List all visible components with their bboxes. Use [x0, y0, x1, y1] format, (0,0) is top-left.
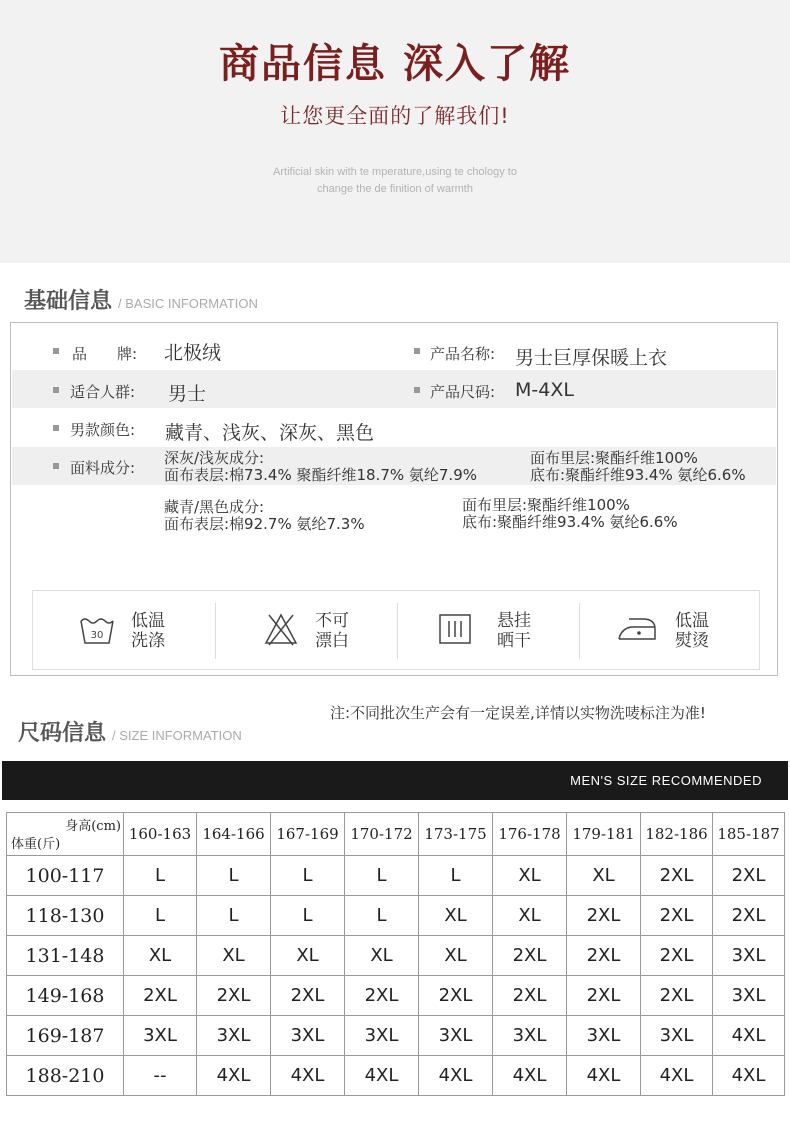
- height-header-cell: 185-187: [713, 813, 785, 856]
- size-cell: 4XL: [641, 1056, 713, 1096]
- size-cell: 3XL: [124, 1016, 197, 1056]
- size-cell: 4XL: [567, 1056, 641, 1096]
- size-cell: L: [419, 856, 493, 896]
- fabric-label: 面料成分:: [70, 459, 136, 477]
- hero-subtitle: 让您更全面的了解我们!: [280, 104, 510, 128]
- product-size-label: 产品尺码:: [430, 383, 496, 401]
- size-cell: 2XL: [641, 936, 713, 976]
- bullet-icon: [414, 348, 420, 354]
- care-text: [315, 611, 349, 651]
- size-cell: 3XL: [345, 1016, 419, 1056]
- brand-value: 北极绒: [164, 342, 222, 364]
- hang-dry-icon: [437, 611, 473, 647]
- size-cell: 3XL: [197, 1016, 271, 1056]
- size-cell: 3XL: [713, 976, 785, 1016]
- size-cell: L: [271, 896, 345, 936]
- size-cell: 3XL: [713, 936, 785, 976]
- table-row: [7, 976, 785, 1016]
- size-cell: 3XL: [641, 1016, 713, 1056]
- size-cell: 2XL: [567, 976, 641, 1016]
- size-cell: L: [197, 896, 271, 936]
- size-info-subtitle: / SIZE INFORMATION: [112, 728, 242, 743]
- size-cell: XL: [493, 896, 567, 936]
- size-cell: L: [124, 856, 197, 896]
- size-cell: L: [197, 856, 271, 896]
- height-header-cell: 179-181: [567, 813, 641, 856]
- height-header-cell: 173-175: [419, 813, 493, 856]
- color-value: 藏青、浅灰、深灰、黑色: [165, 422, 375, 444]
- table-row: [7, 896, 785, 936]
- low-iron-icon: [615, 611, 659, 647]
- basic-info-heading: [24, 284, 258, 315]
- size-cell: 2XL: [197, 976, 271, 1016]
- table-row: [7, 856, 785, 896]
- table-corner: [7, 813, 124, 856]
- fabric-group2-inner: 面布里层:聚酯纤维100%: [462, 496, 630, 514]
- color-label: 男款颜色:: [70, 421, 136, 439]
- size-cell: 4XL: [419, 1056, 493, 1096]
- no-bleach-icon: [263, 611, 299, 647]
- basic-info-subtitle: / BASIC INFORMATION: [118, 296, 258, 311]
- fabric-group2-bottom: 底布:聚酯纤维93.4% 氨纶6.6%: [462, 513, 678, 531]
- size-cell: XL: [567, 856, 641, 896]
- fabric-group1-inner: 面布里层:聚酯纤维100%: [530, 449, 698, 467]
- size-cell: XL: [345, 936, 419, 976]
- hero-title: 商品信息 深入了解: [219, 41, 571, 87]
- height-header-cell: 170-172: [345, 813, 419, 856]
- size-cell: 3XL: [567, 1016, 641, 1056]
- bullet-icon: [53, 425, 59, 431]
- size-note: 注:不同批次生产会有一定误差,详情以实物洗唛标注为准!: [330, 704, 706, 722]
- basic-info-title: 基础信息: [24, 289, 113, 314]
- size-table-body: [7, 813, 785, 1096]
- wash-30-icon: [79, 611, 115, 651]
- care-text-line: 低温: [131, 611, 165, 631]
- care-item-iron: [579, 591, 761, 671]
- brand-label: 品 牌:: [72, 345, 138, 363]
- size-cell: 2XL: [124, 976, 197, 1016]
- fabric-group1-bottom: 底布:聚酯纤维93.4% 氨纶6.6%: [530, 466, 746, 484]
- size-table: [6, 812, 785, 1096]
- size-cell: L: [124, 896, 197, 936]
- size-cell: 4XL: [713, 1016, 785, 1056]
- size-cell: --: [124, 1056, 197, 1096]
- size-cell: L: [345, 896, 419, 936]
- height-header-cell: 176-178: [493, 813, 567, 856]
- size-cell: 2XL: [567, 896, 641, 936]
- bullet-icon: [414, 387, 420, 393]
- care-item-dry: [397, 591, 579, 671]
- size-cell: 2XL: [419, 976, 493, 1016]
- product-size-value: M-4XL: [515, 379, 574, 401]
- size-cell: XL: [493, 856, 567, 896]
- care-item-bleach: [215, 591, 397, 671]
- size-cell: 2XL: [713, 856, 785, 896]
- fabric-group1-title: 深灰/浅灰成分:: [164, 449, 265, 467]
- care-text-line: 漂白: [315, 631, 349, 651]
- care-text-line: 不可: [315, 611, 349, 631]
- table-row: [7, 936, 785, 976]
- care-text-line: 低温: [675, 611, 709, 631]
- product-name-label: 产品名称:: [430, 345, 496, 363]
- hero-english-line: Artificial skin with te mperature,using te chology to: [273, 166, 517, 178]
- size-table-header: [7, 813, 785, 856]
- size-cell: 4XL: [345, 1056, 419, 1096]
- care-text: [497, 611, 531, 651]
- size-info-heading: [18, 716, 242, 747]
- weight-cell: 131-148: [7, 936, 124, 976]
- size-recommended-bar: [2, 761, 788, 800]
- size-cell: 2XL: [641, 976, 713, 1016]
- height-header-cell: 167-169: [271, 813, 345, 856]
- care-text-line: 熨烫: [675, 631, 709, 651]
- height-axis-label: 身高(cm): [65, 819, 121, 834]
- bullet-icon: [53, 348, 59, 354]
- care-text-line: 洗涤: [131, 631, 165, 651]
- care-text-line: 晒干: [497, 631, 531, 651]
- fabric-group2-title: 藏青/黑色成分:: [164, 498, 265, 516]
- fabric-group2-surface: 面布表层:棉92.7% 氨纶7.3%: [164, 515, 365, 533]
- care-text: [131, 611, 165, 651]
- size-cell: 4XL: [197, 1056, 271, 1096]
- care-text-line: 悬挂: [497, 611, 531, 631]
- care-instructions: [32, 590, 760, 670]
- target-people-label: 适合人群:: [70, 383, 136, 401]
- size-recommended-text: MEN'S SIZE RECOMMENDED: [570, 773, 762, 788]
- size-cell: 4XL: [713, 1056, 785, 1096]
- size-info-title: 尺码信息: [18, 721, 107, 746]
- size-cell: 2XL: [641, 896, 713, 936]
- weight-cell: 149-168: [7, 976, 124, 1016]
- height-header-cell: 182-186: [641, 813, 713, 856]
- size-cell: 3XL: [493, 1016, 567, 1056]
- weight-cell: 118-130: [7, 896, 124, 936]
- size-cell: 4XL: [271, 1056, 345, 1096]
- size-cell: 2XL: [713, 896, 785, 936]
- product-name-value: 男士巨厚保暖上衣: [515, 347, 668, 369]
- size-cell: 2XL: [271, 976, 345, 1016]
- wash-temp-text: 30: [90, 630, 104, 641]
- care-item-wash: [33, 591, 215, 671]
- care-text: [675, 611, 709, 651]
- table-row: [7, 1056, 785, 1096]
- weight-axis-label: 体重(斤): [11, 837, 61, 852]
- bullet-icon: [53, 463, 59, 469]
- size-cell: 2XL: [493, 936, 567, 976]
- weight-cell: 188-210: [7, 1056, 124, 1096]
- height-header-cell: 164-166: [197, 813, 271, 856]
- size-cell: XL: [419, 936, 493, 976]
- size-cell: XL: [197, 936, 271, 976]
- weight-cell: 100-117: [7, 856, 124, 896]
- size-cell: 3XL: [271, 1016, 345, 1056]
- size-cell: 3XL: [419, 1016, 493, 1056]
- target-people-value: 男士: [168, 383, 207, 405]
- height-header-cell: 160-163: [124, 813, 197, 856]
- hero-english-line: change the de finition of warmth: [317, 183, 473, 195]
- size-cell: 2XL: [345, 976, 419, 1016]
- size-cell: 4XL: [493, 1056, 567, 1096]
- size-cell: XL: [419, 896, 493, 936]
- hero-english-text: [0, 164, 790, 198]
- size-cell: 2XL: [493, 976, 567, 1016]
- weight-cell: 169-187: [7, 1016, 124, 1056]
- hero-banner: [0, 0, 790, 263]
- size-cell: XL: [271, 936, 345, 976]
- size-cell: L: [345, 856, 419, 896]
- size-cell: XL: [124, 936, 197, 976]
- size-cell: 2XL: [641, 856, 713, 896]
- table-row: [7, 1016, 785, 1056]
- size-cell: L: [271, 856, 345, 896]
- fabric-group1-surface: 面布表层:棉73.4% 聚酯纤维18.7% 氨纶7.9%: [164, 466, 478, 484]
- size-cell: 2XL: [567, 936, 641, 976]
- bullet-icon: [53, 387, 59, 393]
